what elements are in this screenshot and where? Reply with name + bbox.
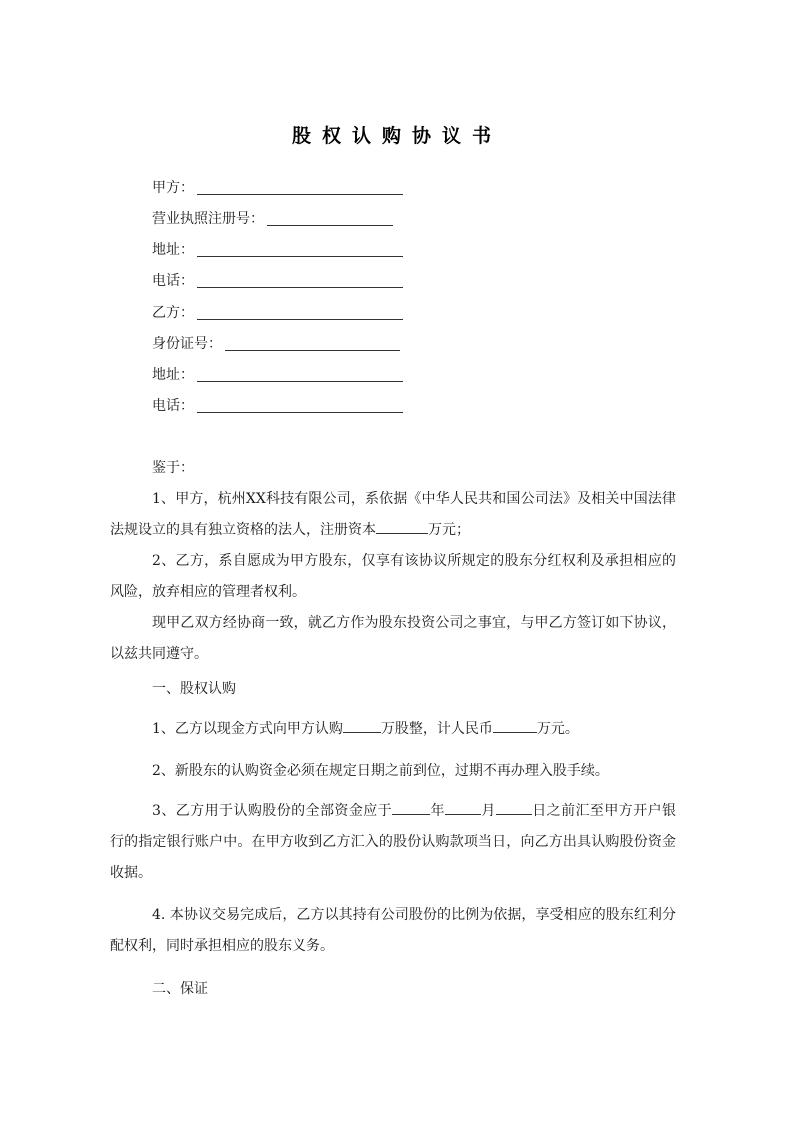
clause-3-text-b: 日之前汇至甲方开户银行的指定银行账户中。在甲方收到乙方汇入的股份认购款项当日，向乙方出具认购股份资金收据。 bbox=[110, 803, 677, 881]
fill-in-line[interactable] bbox=[197, 396, 403, 413]
field-label: 电话： bbox=[152, 273, 194, 289]
month-blank[interactable] bbox=[445, 800, 481, 815]
amount-blank[interactable] bbox=[493, 718, 537, 733]
clause-1-text-a: 1、乙方以现金方式向甲方认购 bbox=[152, 721, 343, 737]
section-1-heading: 一、股权认购 bbox=[152, 681, 236, 697]
party-b-name-field bbox=[152, 302, 403, 324]
day-blank[interactable] bbox=[496, 800, 532, 815]
party-a-name-field bbox=[152, 177, 403, 199]
party-b-id-field bbox=[152, 333, 400, 355]
whereas-1-text: 1、甲方，杭州XX科技有限公司，系依据《中华人民共和国公司法》及相关中国法律法规设立的具有独立资格的法人，注册资本 bbox=[110, 491, 676, 538]
party-b-phone-field bbox=[152, 395, 403, 417]
document-title: 股权认购协议书 bbox=[291, 125, 502, 147]
clause-1 bbox=[110, 714, 676, 745]
fill-in-line[interactable] bbox=[197, 178, 403, 195]
field-label: 地址： bbox=[152, 367, 194, 383]
fill-in-line[interactable] bbox=[197, 365, 403, 382]
fill-in-line[interactable] bbox=[267, 209, 393, 226]
clause-4: 4. 本协议交易完成后，乙方以其持有公司股份的比例为依据，享受相应的股东红利分配权利，同时承担相应的股东义务。 bbox=[110, 907, 676, 954]
whereas-1-unit: 万元； bbox=[428, 522, 470, 538]
clause-3-text-a: 3、乙方用于认购股份的全部资金应于 bbox=[152, 803, 393, 819]
party-a-address-field bbox=[152, 239, 403, 261]
fill-in-line[interactable] bbox=[197, 303, 403, 320]
party-b-address-field bbox=[152, 364, 403, 386]
clause-1-text-c: 万元。 bbox=[536, 721, 579, 737]
field-label: 甲方： bbox=[152, 180, 194, 196]
fill-in-line[interactable] bbox=[225, 334, 400, 351]
whereas-heading: 鉴于： bbox=[152, 460, 194, 476]
whereas-clause-2: 2、乙方，系自愿成为甲方股东，仅享有该协议所规定的股东分红权利及承担相应的风险，放弃相应的管理者权利。 bbox=[110, 553, 676, 600]
capital-blank[interactable] bbox=[376, 519, 428, 534]
shares-blank[interactable] bbox=[343, 718, 381, 733]
fill-in-line[interactable] bbox=[197, 240, 403, 257]
field-label: 身份证号： bbox=[152, 336, 222, 352]
field-label: 地址： bbox=[152, 242, 194, 258]
field-label: 电话： bbox=[152, 398, 194, 414]
party-a-license-field bbox=[152, 208, 393, 230]
clause-3-year: 年 bbox=[430, 803, 445, 819]
field-label: 乙方： bbox=[152, 305, 194, 321]
clause-3 bbox=[110, 796, 676, 889]
agreement-intro: 现甲乙双方经协商一致，就乙方作为股东投资公司之事宜，与甲乙方签订如下协议，以兹共同遵守。 bbox=[110, 615, 676, 662]
fill-in-line[interactable] bbox=[197, 271, 403, 288]
clause-2: 2、新股东的认购资金必须在规定日期之前到位，过期不再办理入股手续。 bbox=[152, 763, 609, 779]
section-2-heading: 二、保证 bbox=[152, 981, 208, 997]
party-a-phone-field bbox=[152, 270, 403, 292]
field-label: 营业执照注册号： bbox=[152, 211, 264, 227]
year-blank[interactable] bbox=[392, 800, 430, 815]
clause-1-text-b: 万股整，计人民币 bbox=[380, 721, 493, 737]
whereas-clause-1 bbox=[110, 484, 676, 546]
clause-3-month: 月 bbox=[480, 803, 496, 819]
